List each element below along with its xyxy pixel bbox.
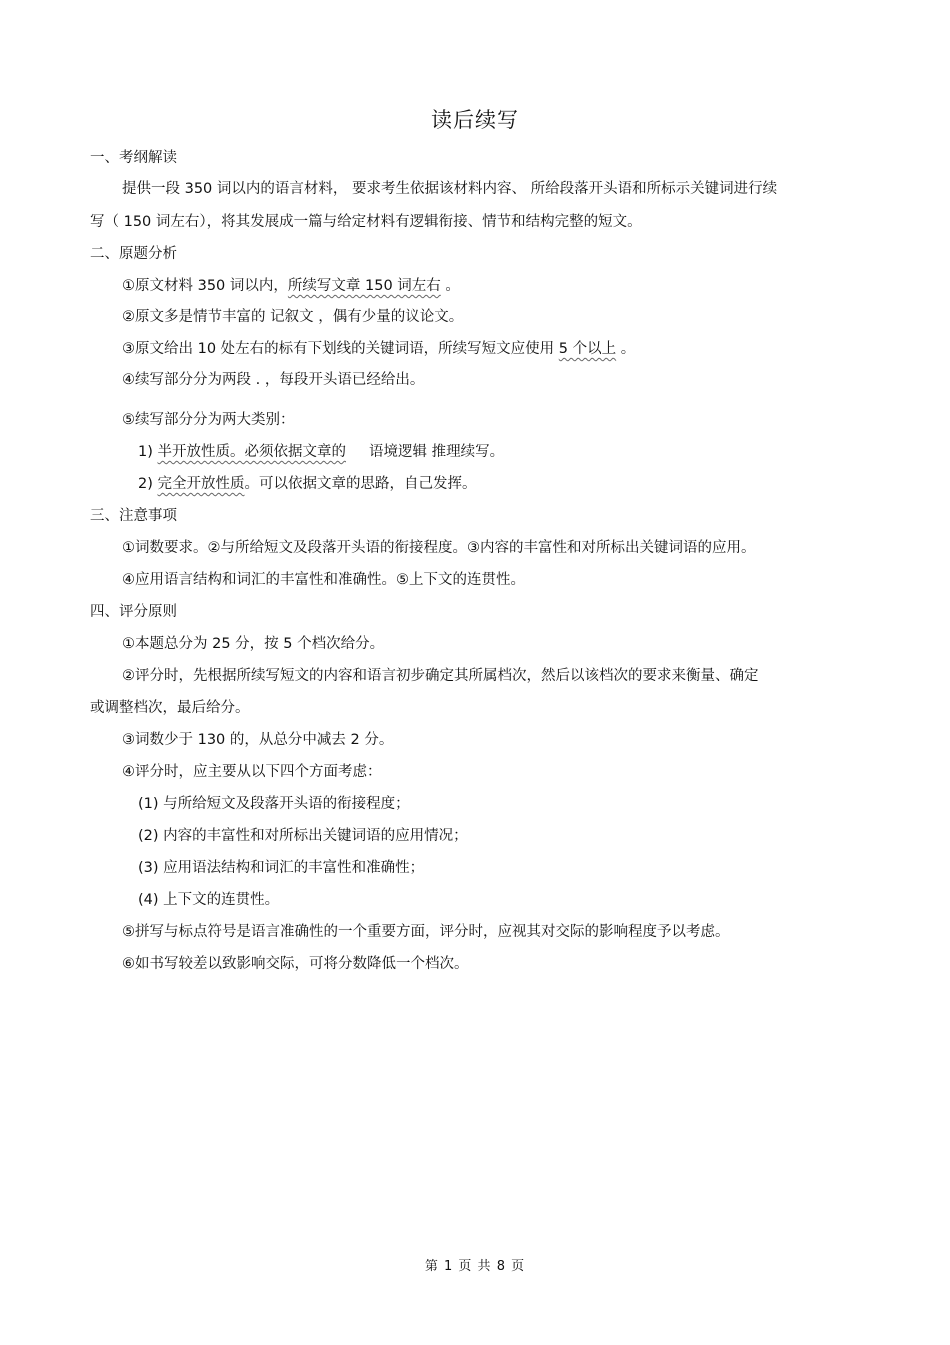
s4-line-4-sub-4: (4) 上下文的连贯性。 [138, 892, 280, 908]
s2-item-5-sub-1 [138, 442, 504, 462]
s2-sub-1-text: 语境逻辑 推理续写。 [369, 444, 505, 460]
s2-item-3-end: 。 [616, 341, 636, 357]
s2-sub-1-gap [346, 444, 369, 460]
s4-line-4-sub-3: (3) 应用语法结构和词汇的丰富性和准确性； [138, 860, 425, 876]
s2-item-5-sub-2 [138, 474, 477, 494]
s2-item-1-underlined: 所续写文章 150 词左右 [287, 278, 441, 294]
s2-item-4: ④续写部分分为两段 . ，每段开头语已经给出。 [122, 372, 425, 388]
section-3-heading: 三、注意事项 [90, 508, 177, 524]
s2-item-2: ②原文多是情节丰富的 记叙文 ，偶有少量的议论文。 [122, 309, 464, 325]
s2-sub-2-number: 2) [138, 476, 158, 492]
page-title: 读后续写 [431, 108, 519, 132]
section-1-heading: 一、考纲解读 [90, 150, 177, 166]
page-footer: 第 1 页 共 8 页 [424, 1259, 526, 1274]
s2-item-3-underlined: 5 个以上 [558, 341, 617, 357]
s2-sub-2-underlined: 完全开放性质 [157, 476, 245, 492]
s2-item-1-text: ①原文材料 350 词以内， [122, 278, 288, 294]
s2-sub-1-number: 1) [138, 444, 158, 460]
s2-item-5: ⑤续写部分分为两大类别： [122, 412, 295, 428]
s4-line-2a: ②评分时，先根据所续写短文的内容和语言初步确定其所属档次，然后以该档次的要求来衡量、确定 [122, 668, 759, 684]
s2-item-3 [122, 339, 635, 359]
s4-line-3: ③词数少于 130 的，从总分中减去 2 分。 [122, 732, 394, 748]
s4-line-4-sub-1: (1) 与所给短文及段落开头语的衔接程度； [138, 796, 410, 812]
s3-line-1: ①词数要求。②与所给短文及段落开头语的衔接程度。③内容的丰富性和对所标出关键词语的应用。 [122, 540, 756, 556]
s2-item-3-text: ③原文给出 10 处左右的标有下划线的关键词语，所续写短文应使用 [122, 341, 559, 357]
s2-item-1-end: 。 [440, 278, 460, 294]
s2-item-1 [122, 276, 460, 296]
s4-line-5: ⑤拼写与标点符号是语言准确性的一个重要方面，评分时，应视其对交际的影响程度予以考虑。 [122, 924, 730, 940]
s4-line-2b: 或调整档次，最后给分。 [90, 700, 250, 716]
section-4-heading: 四、评分原则 [90, 604, 177, 620]
s1-paragraph-line-2: 写（ 150 词左右），将其发展成一篇与给定材料有逻辑衔接、情节和结构完整的短文。 [90, 214, 642, 230]
s3-line-2: ④应用语言结构和词汇的丰富性和准确性。⑤上下文的连贯性。 [122, 572, 525, 588]
s1-paragraph-line-1: 提供一段 350 词以内的语言材料， 要求考生依据该材料内容、 所给段落开头语和所标示关键词进行续 [122, 181, 778, 197]
s4-line-6: ⑥如书写较差以致影响交际，可将分数降低一个档次。 [122, 956, 469, 972]
section-2-heading: 二、原题分析 [90, 246, 177, 262]
s4-line-4-sub-2: (2) 内容的丰富性和对所标出关键词语的应用情况； [138, 828, 468, 844]
s4-line-1: ①本题总分为 25 分，按 5 个档次给分。 [122, 636, 385, 652]
s4-line-4: ④评分时，应主要从以下四个方面考虑： [122, 764, 382, 780]
s2-sub-1-underlined: 半开放性质。必须依据文章的 [157, 444, 346, 460]
s2-sub-2-text: 。可以依据文章的思路，自己发挥。 [244, 476, 477, 492]
